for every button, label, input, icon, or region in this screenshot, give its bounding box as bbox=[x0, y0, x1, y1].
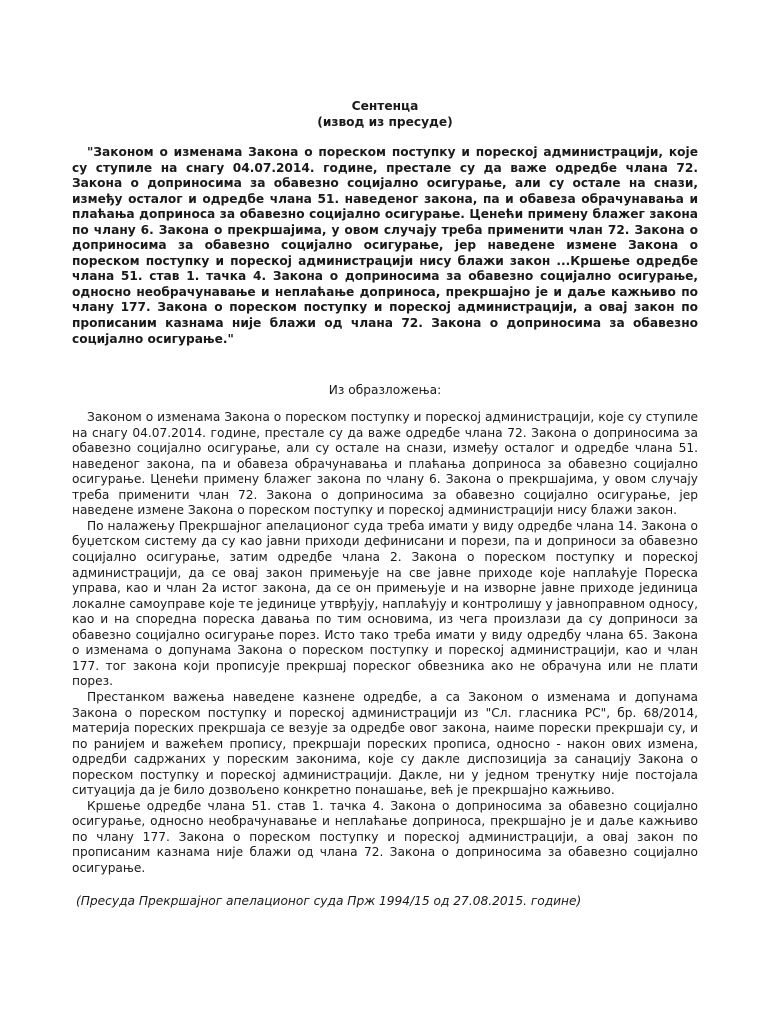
reasoning-paragraph: Кршење одредбе члана 51. став 1. тачка 4. Закона о доприносима за обавезно социјално осигурање, односно необрачунавање и неплаћање доприноса, прекршајно је и даље кажњиво по члану 177. Закона о пореском поступку и пореској администрацији, а овај закон по прописаним казнама није блажи од члана 72. Закона о доприносима за обавезно социјално осигурање. bbox=[72, 798, 698, 875]
document-title: Сентенца bbox=[351, 99, 419, 113]
reasoning-paragraph: Престанком важења наведене казнене одредбе, а са Законом о изменама и допунама Закона о пореском поступку и пореској администрацији из "Сл. гласника РС", бр. 68/2014, материја пореских прекршаја се везује за одредбе овог закона, наиме порески прекршаји су, и по ранијем и важећем пропису, прекршаји пореских прописа, односно - након ових измена, одредби садржаних у пореским законима, које су дакле диспозиција за санацију Закона о пореском поступку и пореској администрацији. Дакле, ни у једном тренутку није постојала ситуација да је било дозвољено конкретно понашање, већ је прекршајно кажњиво. bbox=[72, 689, 698, 798]
judgment-citation: (Пресуда Прекршајног апелационог суда Прж 1994/15 од 27.08.2015. године) bbox=[76, 893, 582, 908]
sentence-text: "Законом о изменама Закона о пореском поступку и пореској администрацији, које су ступиле на снагу 04.07.2014. године, престале су да важе одредбе члана 72. Закона о доприносима за обавезно социјално осигурање, али су остале на снази, између осталог и одредбе члана 51. наведеног закона, па и обавеза обрачунавања и плаћања доприноса за обавезно социјално осигурање. Ценећи примену блажег закона по члану 6. Закона о прекршајима, у овом случају треба применити члан 72. Закона о доприносима за обавезно социјално осигурање, јер наведене измене Закона о пореском поступку и пореској администрацији нису блажи закон ...Кршење одредбе члана 51. став 1. тачка 4. Закона о доприносима за обавезно социјално осигурање, односно необрачунавање и неплаћање доприноса, прекршајно је и даље кажњиво по члану 177. Закона о пореском поступку и пореској администрацији, а овај закон по прописаним казнама није блажи од члана 72. Закона о доприносима за обавезно социјално осигурање." bbox=[72, 145, 698, 346]
reasoning-heading: Из образложења: bbox=[328, 383, 442, 398]
reasoning-body bbox=[72, 410, 698, 876]
reasoning-paragraph: Законом о изменама Закона о пореском поступку и пореској администрацији, које су ступиле на снагу 04.07.2014. године, престале су да важе одредбе члана 72. Закона о доприносима за обавезно социјално осигурање, али су остале на снази, између осталог и одредбе члана 51. наведеног закона, па и обавеза обрачунавања и плаћања доприноса за обавезно социјално осигурање. Ценећи примену блажег закона по члану 6. Закона о прекршајима, у овом случају треба применити члан 72. Закона о доприносима за обавезно социјално осигурање, јер наведене измене Закона о пореском поступку и пореској администрацији нису блажи закон. bbox=[72, 410, 698, 518]
reasoning-paragraph: По налажењу Прекршајног апелационог суда треба имати у виду одредбе члана 14. Закона о буџетском систему да су као јавни приходи дефинисани и порези, па и доприноси за обавезно социјално осигурање, затим одредбе члана 2. Закона о пореском поступку и пореској администрацији, да се овај закон примењује на све јавне приходе које наплаћује Пореска управа, као и члан 2а истог закона, да се он примењује и на изворне јавне приходе јединица локалне самоуправе које те јединице утврђују, наплаћују и контролишу у јавноправном односу, као и на споредна пореска давања по тим основима, из чега произлази да су доприноси за обавезно социјално осигурање порез. Исто тако треба имати у виду одредбу члана 65. Закона о изменама о допунама Закона о пореском поступку и пореској администрацији, као и члан 177. тог закона који прописује прекршај пореског обвезника ако не обрачуна или не плати порез. bbox=[72, 518, 698, 689]
document-page bbox=[72, 98, 698, 909]
document-subtitle: (извод из пресуде) bbox=[317, 115, 453, 129]
